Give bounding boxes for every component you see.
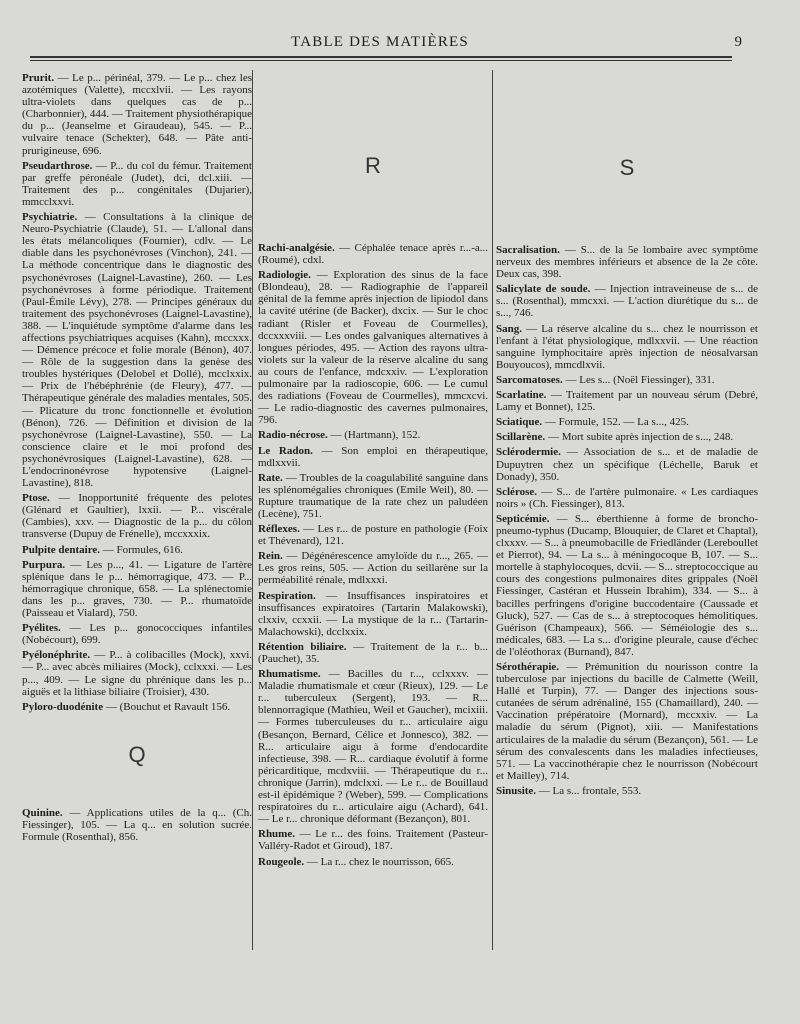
index-entry	[496, 416, 758, 428]
entry-text: — P... du col du fémur. Traitement par greffe péronéale (Judet), dci, dcl.xiii. — Traitement des p... congénitales (Dujarier), mmcclxxvi.	[22, 159, 252, 208]
index-entry	[496, 374, 758, 386]
page-header	[30, 30, 742, 54]
index-entry	[258, 269, 488, 426]
section-letter-s: S	[619, 155, 635, 180]
index-entry	[258, 590, 488, 638]
entry-heading: Sciatique.	[496, 416, 543, 429]
right-column	[496, 72, 758, 1004]
entry-heading: Rate.	[258, 471, 283, 484]
index-entry	[496, 283, 758, 319]
entry-heading: Sclérodermie.	[496, 446, 561, 459]
entry-heading: Sacralisation.	[496, 244, 560, 256]
entry-text: — Prémunition du nourisson contre la tuberculose par injections du bacille de Calmette (Weill, Hallé et Turpin), 77. — Danger des injections sous-cutanées de sérum adrénaliné, 155 (Chamaillard), 240. — Vaccination prépératoire (Mornard), mccxxiv. — La maladie du sérum (Pignot), xiii. — Manifestations articulaires de la maladie du sérum (Bezançon), 561. — Le sérum des convalescents dans les maladies infectieuses, 571. — La vaccinothérapie chez le nourrisson (Nobécourt et Mailley), 714.	[496, 661, 758, 782]
header-rule	[30, 56, 732, 61]
index-entry	[258, 242, 488, 266]
entry-text: — Applications utiles de la q... (Ch. Fiessinger), 105. — La q... en solution sucrée. Formule (Rosenthal), 856.	[22, 806, 252, 844]
index-entry	[258, 472, 488, 520]
entry-heading: Pyloro-duodénite	[22, 700, 104, 713]
index-entry	[496, 389, 758, 413]
entry-heading: Rétention biliaire.	[258, 640, 347, 653]
entry-text: — Les r... de posture en pathologie (Foix et Thévenard), 121.	[258, 523, 488, 548]
entry-text: — S... de l'artère pulmonaire. « Les cardiaques noirs » (Ch. Fiessinger), 813.	[496, 485, 758, 510]
entry-text: — Le p... périnéal, 379. — Le p... chez les azotémiques (Valette), mccxlvii. — Les rayons ultra-violets dans quelques cas de p... (Charbonnier), 444. — Traitement physiothérapique du p... (Jeanselme et Giraudeau), 545. — P... vulvaire tenace (Schekter), 648. — Pâte anti-prurigineuse, 696.	[22, 72, 252, 157]
page-title: TABLE DES MATIÈRES	[291, 34, 469, 50]
entry-heading: Sclérose.	[496, 485, 538, 498]
index-entry	[258, 856, 488, 868]
index-entry	[496, 486, 758, 510]
entry-heading: Sarcomatoses.	[496, 373, 563, 386]
index-entry	[258, 641, 488, 665]
entry-text: — Exploration des sinus de la face (Blondeau), 28. — Radiographie de l'appareil génital de la femme après injection de lipiodol dans la cavité utérine (de Backer), dxcix. — Sur le choc radiant (Risler et Foveau de Courmelles), dccxxxviii. — Les ondes galvaniques alternatives à longues périodes, 495. — Action des rayons ultra-violets sur la valeur de la réserve alcaline du sang au cours de l'enfance, mdcxxiv. — L'exploration pulmonaire par la radioscopie, 606. — Le cumul des radiations (Foveau de Courmelles), mmcxcvi. — Le radio-diagnostic des cavernes pulmonaires, 796.	[258, 269, 488, 427]
entry-text: — (Hartmann), 152.	[327, 429, 421, 442]
entry-heading: Réflexes.	[258, 523, 300, 536]
entry-text: — Mort subite après injection de s..., 248.	[545, 431, 734, 444]
entry-text: — Association de s... et de maladie de Dupuytren chez un spécifique (Léchelle, Baruk et Donady), 350.	[496, 446, 758, 483]
entry-text: — Dégénérescence amyloïde du r..., 265. — Les gros reins, 505. — Action du seillarène sur la perméabilité rénale, mdlxxxi.	[258, 550, 488, 587]
index-entry	[22, 492, 252, 540]
entry-heading: Rein.	[258, 550, 283, 563]
entry-heading: Pyélonéphrite.	[22, 649, 91, 662]
index-entry	[22, 211, 252, 489]
entry-heading: Pseudarthrose.	[22, 159, 93, 172]
column-divider	[492, 70, 493, 950]
index-entry	[258, 429, 488, 441]
index-entry	[258, 828, 488, 852]
entry-text: — Troubles de la coagulabilité sanguine dans les splénomégalies chroniques (Emile Weil), 80. — Rupture traumatique de la rate chez un paludéen (Lecène), 751.	[258, 471, 488, 520]
index-entry	[496, 446, 758, 482]
entry-text: — S... éberthienne à forme de broncho-pneumo-typhus (Ducamp, Blouquier, de Claret et Chaptal), clxxxv. — S... à pneumobacille de Friedländer (Lereboullet et Pierrot), 94. — La s... à méningocoque B, 107. — S... mortelle à staphylocoques, dcvii. — S... streptococcique au cours des congestions pulmonaires dites grippales (Noël Fiessinger, Castéran et Hussein Ibrahim), 334. — S... à bacilles perfringens d'origine buccodentaire (Caussade et Gluck), 527. — Cas de s... à streptocoques hémolitiques. Guérison (Champeaux), 566. — Séméiologie des s... médicales, 683. — La s... d'origine pleurale, cause d'échec de l'oléothorax (Burnand), 847.	[496, 512, 758, 658]
index-entry	[258, 668, 488, 825]
entry-text: — P... à colibacilles (Mock), xxvi. — P... avec abcès miliaires (Mock), cclxxxi. — Les p..., 409. — Le signe du phrénique dans les p... aiguës et la lithiase biliaire (Troisier), 430.	[22, 649, 252, 698]
section-letter-r: R	[365, 153, 381, 178]
entry-text: — Formule, 152. — La s..., 425.	[542, 416, 689, 429]
index-entry	[496, 785, 758, 797]
entry-text: — La s... frontale, 553.	[536, 784, 642, 797]
entry-heading: Sang.	[496, 322, 522, 335]
entry-heading: Rhumatisme.	[258, 668, 321, 681]
index-entry	[258, 523, 488, 547]
entry-text: — Traitement par un nouveau sérum (Debré, Lamy et Bonnet), 125.	[496, 389, 758, 414]
entry-text: — S... de la 5e lombaire avec symptôme nerveux des membres inférieurs et absence de la 2e côte. Deux cas, 398.	[496, 244, 758, 281]
index-entry	[22, 649, 252, 697]
entry-text: — Les p..., 41. — Ligature de l'artère splénique dans le p... hémorragique, 473. — P... hémorragique chronique, 658. — La splénectomie dans les p... graves, 730. — P... rhumatoïde (Paisseau et Vialard), 750.	[22, 558, 252, 620]
entry-heading: Purpura.	[22, 558, 66, 571]
entry-heading: Le Radon.	[258, 444, 313, 457]
entry-text: — La r... chez le nourrisson, 665.	[304, 855, 454, 868]
entry-heading: Rhume.	[258, 828, 295, 841]
index-entry	[496, 661, 758, 782]
entry-text: — Inopportunité fréquente des pelotes (Glénard et Gaultier), lxxii. — P... viscérale (Cambies), xxv. — Diagnostic de la p... du côlon transverse (Dupuy de Frénelle), mccxxxix.	[22, 492, 252, 541]
index-entry	[22, 160, 252, 208]
entry-heading: Septicémie.	[496, 512, 550, 525]
entry-heading: Scarlatine.	[496, 389, 547, 402]
entry-text: — Consultations à la clinique de Neuro-Psychiatrie (Claude), 51. — L'allonal dans les états mélancoliques (Fournier), cdlv. — Le diable dans les psychonévroses (Vinchon), 241. — La méthode concentrique dans le diagnostic des psychonévroses (Laignel-Lavastine), 260. — Les psychonévroses à forme périodique. Traitement (Paul-Émile Lévy), 278. — Principes généraux du traitement des psychonévroses (Laignel-Lavastine), 388. — L'inquiétude symptôme d'alarme dans les affections psychiatriques acquises (Kahn), mccxxx. — Démence précoce et folie morale (Bénon), 407. — Rôle de la suggestion dans la genèse des troubles hystériques (Delobel et Dollé), mcclxxix. — Prix de l'hébéphrénie (de Fleury), 477. — Thérapeutique générale des maladies mentales, 505. — Plicature du tronc fonctionnelle et évolution (Bénon), 726. — Définition et division de la psychonévrose (Laignel-Lavastine), 550. — La conscience claire et le moi profond des psychonévrosiques (Laignel-Lavastine), 628. — L'endocrinonévrose hypotensive (Laignel-Lavastine), 818.	[22, 211, 252, 490]
entry-heading: Sinusite.	[496, 784, 537, 797]
index-entry	[22, 544, 252, 556]
entry-heading: Pulpite dentaire.	[22, 543, 101, 556]
entry-heading: Psychiatrie.	[22, 211, 78, 224]
entry-heading: Quinine.	[22, 806, 63, 819]
entry-heading: Ptose.	[22, 492, 50, 505]
entry-text: — Injection intraveineuse de s... de s... (Rosenthal), mmcxxi. — L'action diurétique du s... de s..., 746.	[496, 283, 758, 320]
index-entry	[22, 72, 252, 157]
index-entry	[496, 323, 758, 371]
entry-text: — Céphalée tenace après r...-a... (Roumé), cdxl.	[258, 242, 488, 267]
entry-text: — Formules, 616.	[100, 543, 183, 556]
entry-text: — Bacilles du r..., cclxxxv. — Maladie rhumatismale et cœur (Rieux), 129. — Le r... tuberculeux (Sergent), 193. — R... blennorragique (Mathieu, Weil et Gaucher), mcixiii. — Formes tuberculeuses du r... articulaire aigu (Besançon, Bernard, Célice et Jonnesco), 382. — R... articulaire aigu à forme d'endocardite infectieuse, 398. — R... cardiaque évolutif à forme péricarditique, mcdxviii. — Thérapeutique du r... chronique (Jarrin), mdclxxi. — Le r... de Bouillaud est-il épidémique ? (Weber), 599. — Complications respiratoires du r... articulaire aigu (Achard), 641. — Le r... chronique déformant (Bezançon), 801.	[258, 668, 488, 826]
entry-heading: Prurit.	[22, 72, 55, 84]
entry-heading: Rachi-analgésie.	[258, 242, 335, 254]
entry-heading: Radio-nécrose.	[258, 429, 328, 442]
index-entry	[496, 431, 758, 443]
index-entry	[496, 244, 758, 280]
index-entry	[258, 445, 488, 469]
middle-column	[258, 72, 488, 1004]
entry-heading: Radiologie.	[258, 269, 311, 282]
entry-heading: Scillarène.	[496, 431, 546, 444]
entry-heading: Rougeole.	[258, 855, 305, 868]
index-entry	[22, 701, 252, 713]
entry-text: — La réserve alcaline du s... chez le nourrisson et l'enfant à l'état physiologique, mdlxxvii. — Une réaction sanguine lymphocitaire après injection de néosalvarsan Bouyoucos), mmcdlxvii.	[496, 322, 758, 371]
index-entry	[258, 550, 488, 586]
entry-heading: Sérothérapie.	[496, 661, 560, 673]
entry-text: — Insuffisances inspiratoires et insuffisances expiratoires (Tartarin Malakowski), clxxiv, ccxxii. — La mystique de la r... (Tartarin-Malachowski), dcclxxix.	[258, 589, 488, 638]
entry-text: — Traitement de la r... b... (Pauchet), 35.	[258, 640, 489, 665]
index-entry	[22, 622, 252, 646]
column-divider	[252, 70, 253, 950]
section-letter-q: Q	[128, 741, 146, 767]
page-number: 9	[734, 34, 742, 50]
index-entry	[22, 807, 252, 843]
entry-text: — (Bouchut et Ravault 156.	[103, 700, 231, 713]
entry-heading: Pyélites.	[22, 622, 61, 635]
entry-text: — Son emploi en thérapeutique, mdlxxvii.	[258, 444, 488, 469]
entry-heading: Salicylate de soude.	[496, 283, 591, 296]
index-entry	[496, 513, 758, 658]
left-column	[22, 72, 252, 1004]
entry-heading: Respiration.	[258, 589, 316, 602]
index-entry	[22, 559, 252, 619]
entry-text: — Les p... gonococciques infantiles (Nobécourt), 699.	[22, 622, 252, 647]
entry-text: — Les s... (Noël Fiessinger), 331.	[562, 373, 715, 386]
entry-text: — Le r... des foins. Traitement (Pasteur-Valléry-Radot et Giroud), 187.	[258, 828, 488, 853]
